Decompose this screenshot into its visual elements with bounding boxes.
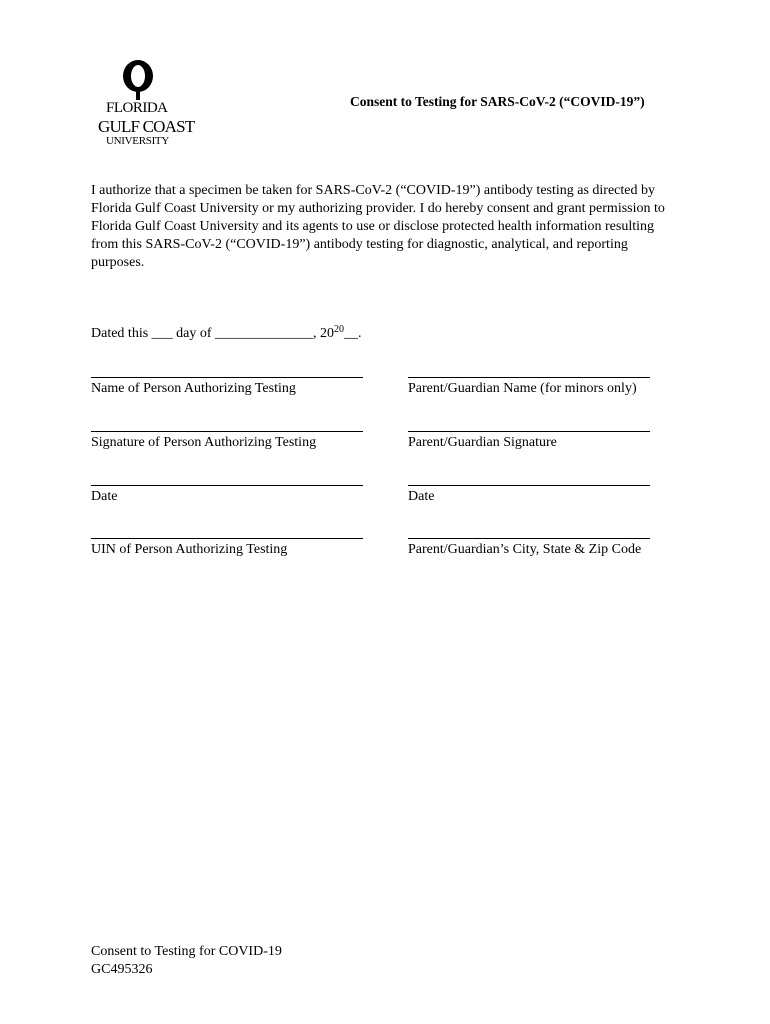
guardian-city-field[interactable] (408, 538, 650, 558)
name-field[interactable] (91, 377, 363, 397)
logo-text-university: UNIVERSITY (106, 135, 169, 147)
signature-field[interactable] (91, 431, 363, 451)
footer-code: GC495326 (91, 962, 153, 977)
guardian-city-line (408, 538, 650, 539)
dated-suffix: __. (344, 326, 362, 341)
guardian-date-line (408, 485, 650, 486)
date-line (91, 485, 363, 486)
guardian-date-field[interactable] (408, 485, 650, 505)
signature-label: Signature of Person Authorizing Testing (91, 435, 317, 450)
document-title: Consent to Testing for SARS-CoV-2 (“COVID-19”) (350, 94, 645, 109)
dated-year-fill[interactable]: 20 (334, 324, 345, 335)
guardian-signature-line (408, 431, 650, 432)
logo-text-gulf-coast: GULF COAST (98, 117, 195, 136)
guardian-date-label: Date (408, 489, 435, 504)
guardian-name-line (408, 377, 650, 378)
signature-line (91, 431, 363, 432)
guardian-name-field[interactable] (408, 377, 650, 397)
uin-line (91, 538, 363, 539)
date-label: Date (91, 489, 118, 504)
guardian-signature-field[interactable] (408, 431, 650, 451)
logo-text-florida: FLORIDA (106, 100, 168, 116)
university-logo (92, 58, 195, 148)
name-signature-line (91, 377, 363, 378)
dated-line[interactable] (91, 326, 362, 342)
date-field[interactable] (91, 485, 363, 505)
guardian-signature-label: Parent/Guardian Signature (408, 435, 557, 450)
guardian-name-label: Parent/Guardian Name (for minors only) (408, 381, 637, 396)
uin-label: UIN of Person Authorizing Testing (91, 542, 288, 557)
dated-prefix: Dated this ___ day of ______________, 20 (91, 326, 335, 341)
uin-field[interactable] (91, 538, 363, 558)
footer-title: Consent to Testing for COVID-19 (91, 944, 282, 959)
page-footer (91, 943, 282, 979)
guardian-city-label: Parent/Guardian’s City, State & Zip Code (408, 542, 642, 557)
name-field-label: Name of Person Authorizing Testing (91, 381, 296, 396)
logo-emblem-icon (118, 58, 158, 100)
consent-paragraph: I authorize that a specimen be taken for SARS-CoV-2 (“COVID-19”) antibody testing as directed by Florida Gulf Coast University or my authorizing provider. I do hereby consent and grant permission to Florida Gulf Coast University and its agents to use or disclose protected health information resulting from this SARS-CoV-2 (“COVID-19”) antibody testing for diagnostic, analytical, and reporting purposes. (91, 183, 665, 270)
